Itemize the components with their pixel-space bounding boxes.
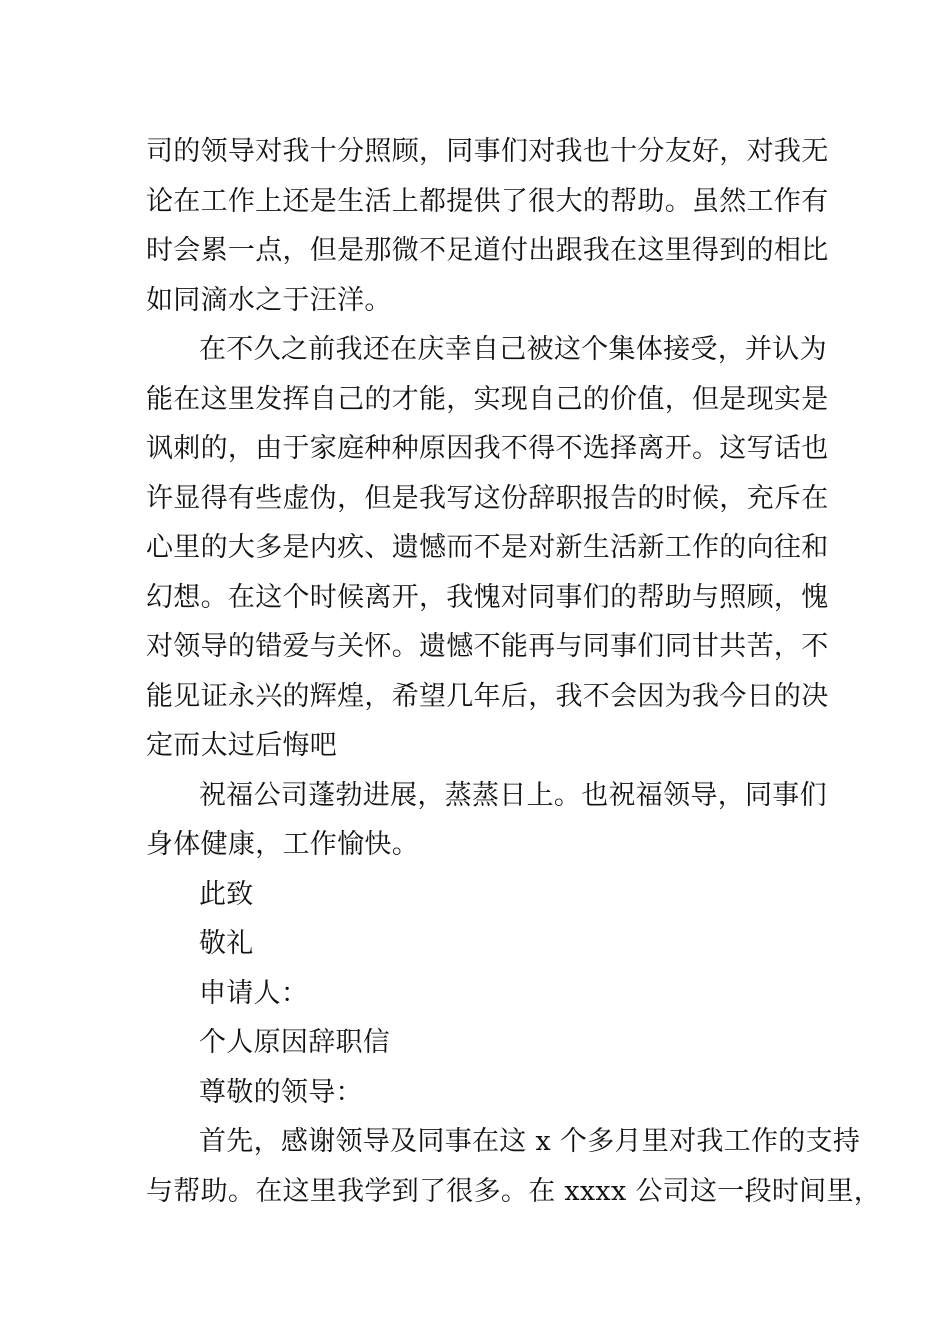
paragraph-start-line: 祝福公司蓬勃进展，蒸蒸日上。也祝福领导，同事们 (199, 779, 827, 811)
text-line: 能在这里发挥自己的才能，实现自己的价值，但是现实是 (146, 383, 829, 415)
text-line: 心里的大多是内疚、遗憾而不是对新生活新工作的向往和 (146, 532, 829, 563)
document-body (146, 127, 882, 1216)
letter-title: 个人原因辞职信 (199, 1027, 391, 1058)
closing-line: 此致 (199, 878, 254, 910)
text-line: 司的领导对我十分照顾，同事们对我也十分友好，对我无 (146, 136, 829, 167)
text-line: 讽刺的，由于家庭种种原因我不得不选择离开。这写话也 (146, 433, 829, 464)
text-line: 论在工作上还是生活上都提供了很大的帮助。虽然工作有 (146, 185, 829, 217)
greeting-line: 尊敬的领导： (199, 1076, 363, 1108)
text-line: 与帮助。在这里我学到了很多。在 xxxx 公司这一段时间里， (146, 1175, 882, 1207)
text-line: 定而太过后悔吧 (146, 730, 338, 761)
salutation-line: 敬礼 (199, 928, 254, 959)
text-line: 如同滴水之于汪洋。 (146, 284, 392, 316)
text-line: 能见证永兴的辉煌，希望几年后，我不会因为我今日的决 (146, 680, 829, 712)
text-line: 对领导的错爱与关怀。遗憾不能再与同事们同甘共苦，不 (146, 631, 829, 662)
paragraph-start-line: 首先，感谢领导及同事在这 x 个多月里对我工作的支持 (199, 1126, 861, 1157)
applicant-line: 申请人： (199, 977, 309, 1009)
text-line: 时会累一点，但是那微不足道付出跟我在这里得到的相比 (146, 235, 829, 266)
paragraph-start-line: 在不久之前我还在庆幸自己被这个集体接受，并认为 (199, 334, 827, 365)
text-line: 幻想。在这个时候离开，我愧对同事们的帮助与照顾，愧 (146, 581, 829, 613)
text-line: 许显得有些虚伪，但是我写这份辞职报告的时候，充斥在 (146, 482, 829, 514)
text-line: 身体健康，工作愉快。 (146, 829, 419, 860)
